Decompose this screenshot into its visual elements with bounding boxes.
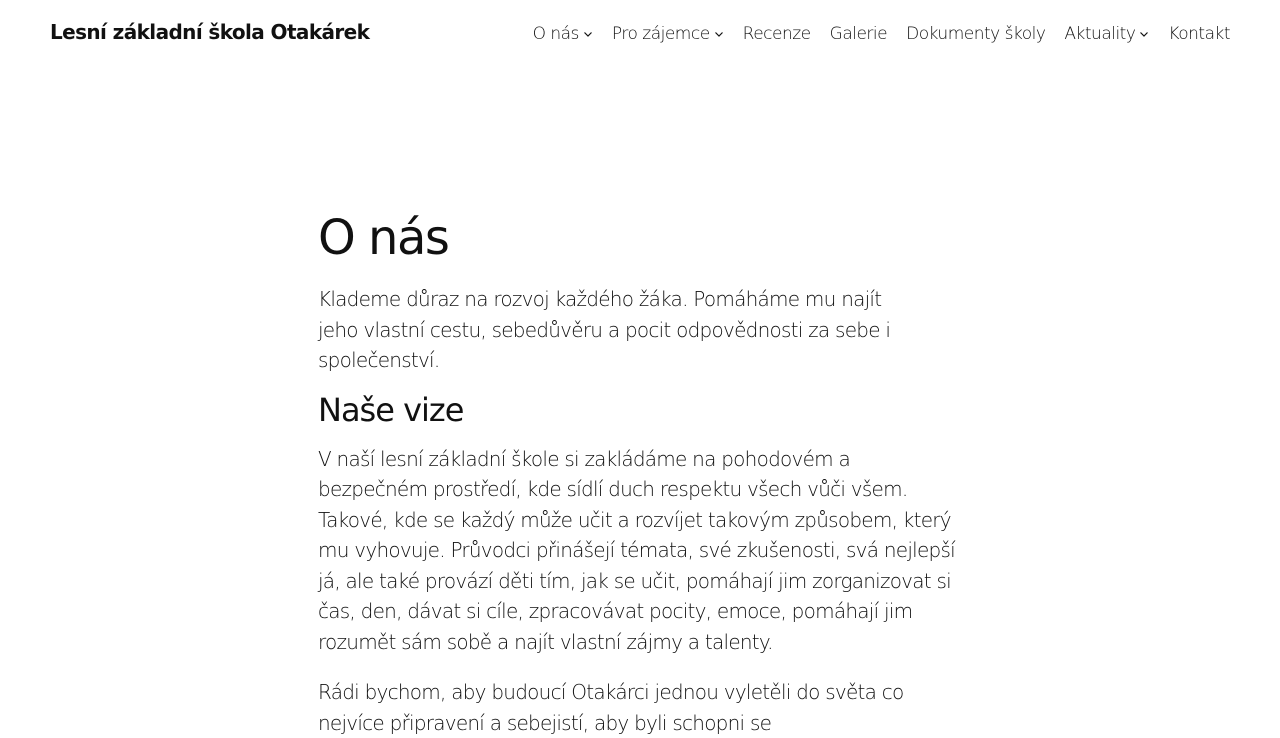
nav-item-label: Galerie	[829, 24, 888, 44]
nav-item-pro-zajemce[interactable]	[612, 24, 724, 44]
nav-item-label: O nás	[532, 24, 579, 44]
main-content	[318, 208, 958, 738]
page-title: O nás	[318, 210, 449, 266]
vision-paragraph: Rádi bychom, aby budoucí Otakárci jednou vyletěli do světa co nejvíce připravení a sebejistí, aby byli schopni se	[318, 680, 904, 735]
lead-paragraph: Klademe důraz na rozvoj každého žáka. Pomáháme mu najít jeho vlastní cestu, sebedůvěru a pocit odpovědnosti za sebe i společenství.	[318, 287, 891, 372]
nav-item-label: Aktuality	[1064, 24, 1136, 44]
chevron-down-icon	[1139, 29, 1149, 39]
nav-item-label: Kontakt	[1168, 24, 1230, 44]
nav-item-label: Dokumenty školy	[906, 24, 1046, 44]
nav-item-label: Pro zájemce	[611, 24, 710, 44]
chevron-down-icon	[583, 29, 593, 39]
nav-item-dokumenty-skoly[interactable]	[906, 24, 1045, 44]
site-header	[0, 0, 1280, 72]
section-heading-vision: Naše vize	[318, 390, 464, 429]
main-navigation	[533, 24, 1230, 44]
nav-item-label: Recenze	[742, 24, 811, 44]
nav-item-recenze[interactable]	[743, 24, 811, 44]
nav-item-kontakt[interactable]	[1168, 24, 1230, 44]
nav-item-aktuality[interactable]	[1064, 24, 1149, 44]
chevron-down-icon	[714, 29, 724, 39]
vision-paragraph: V naší lesní základní škole si zakládáme na pohodovém a bezpečném prostředí, kde sídlí duch respektu všech vůči všem. Takové, kde se každý může učit a rozvíjet takovým způsobem, který mu vyhovuje. Průvodci přinášejí témata, své zkušenosti, svá nejlepší já, ale také provází děti tím, jak se učit, pomáhají jim zorganizovat si čas, den, dávat si cíle, zpracovávat pocity, emoce, pomáhají jim rozumět sám sobě a najít vlastní zájmy a talenty.	[318, 446, 955, 654]
nav-item-o-nas[interactable]	[533, 24, 593, 44]
site-title-link[interactable]: Lesní základní škola Otakárek	[50, 20, 370, 44]
nav-item-galerie[interactable]	[830, 24, 887, 44]
